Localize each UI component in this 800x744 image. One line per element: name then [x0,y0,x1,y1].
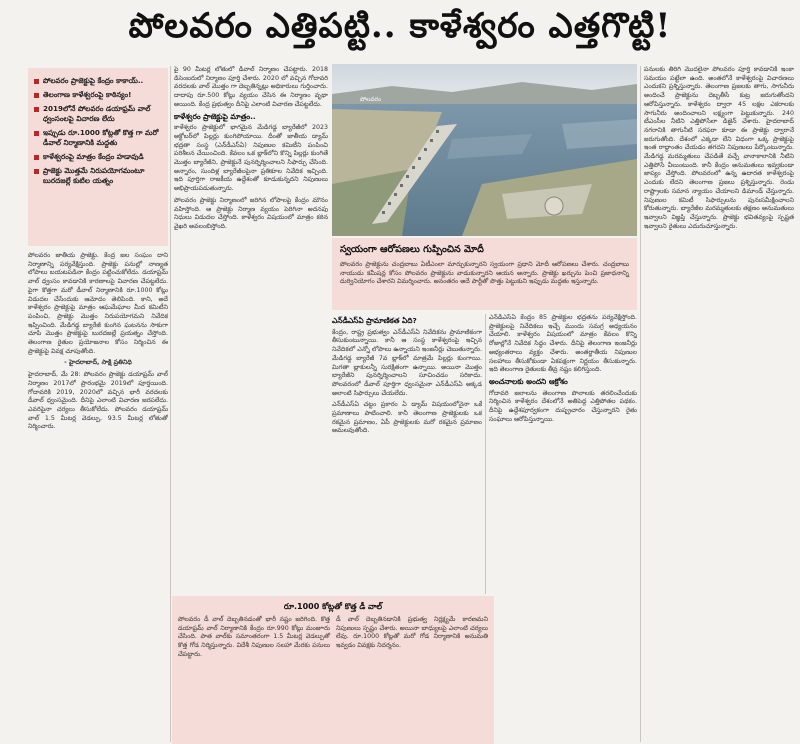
byline: - హైదరాబాద్, సాక్షి ప్రతినిధి [64,359,132,367]
column-6 [644,66,794,742]
dwall-box-right: డీ వాల్ దెబ్బతినడానికి ప్రభుత్వ నిర్లక్ష్యమే కారణమని నిపుణులు స్పష్టం చేశారు. అయినా బాధ్యులపై ఎలాంటి చర్యలు లేవు. రూ.1000 కోట్లతో మరో గోడ నిర్మాణానికి అనుమతి ఇవ్వడం వివక్షకు నిదర్శనం. [336,616,488,650]
highlight-item: కాళేశ్వరంపై మాత్రం కేంద్రం హడావుడి [34,152,162,162]
column-divider [485,314,486,594]
caption-text: పోలవరం ప్రాజెక్టును చంద్రబాబు ఏటీఎంలా మార్చుకున్నారని స్వయంగా ప్రధాని మోదీ ఆరోపణలు చేశారు. చంద్రబాబు నాయుడు కమీషన్ల కోసం పోలవరం ప్రాజెక్టును వాడుకున్నారని ఆయన అన్నారు. ప్రాజెక్టు ఖర్చును పెంచి ప్రజాధనాన్ని దుర్వినియోగం చేశారని విమర్శించారు. అనంతరం అదే పార్టీతో పొత్తు పెట్టుకుని ఇప్పుడు మద్దతు ఇస్తున్నారు. [340,261,629,286]
column-4-body: కేంద్రం, రాష్ట్ర ప్రభుత్వం ఎన్‌డీఎస్‌ఏ నివేదికను ప్రామాణికంగా తీసుకుంటున్నాయి. కానీ ఆ సంస్థ కాళేశ్వరంపై ఇచ్చిన నివేదికలో ఎన్నో లోపాలు ఉన్నాయని ఇంజనీర్లు చెబుతున్నారు. మేడిగడ్డ బ్యారేజీ 7వ బ్లాక్‌లో మాత్రమే పిల్లర్లు కుంగాయి. మిగతా బ్లాకులన్నీ సురక్షితంగా ఉన్నాయి. అయినా మొత్తం బ్యారేజీని పునర్నిర్మించాలని సూచించడం సరికాదు. పోలవరంలో డీవాల్ పూర్తిగా ధ్వంసమైనా ఎన్‌డీఎస్‌ఏ అక్కడ అలాంటి సిఫార్సులు చేయలేదు. [332,328,482,397]
column-6-body: పనులకు తిరిగి మొదలైనా పోలవరం పూర్తి కావడానికి ఇంకా సమయం పట్టేలా ఉంది. అంతలోనే కాళేశ్వరంపై విచారణలు ఎందుకని ప్రశ్నిస్తున్నారు. తెలంగాణ ప్రజలకు తాగు, సాగునీరు అందించే ప్రాజెక్టును దెబ్బతీసే కుట్ర జరుగుతోందని ఆరోపిస్తున్నారు. కాళేశ్వరం ద్వారా 45 లక్షల ఎకరాలకు సాగునీరు అందించాలని లక్ష్యంగా పెట్టుకున్నారు. 240 టీఎంసీల నీటిని ఎత్తిపోసేలా డిజైన్ చేశారు. హైదరాబాద్ నగరానికి తాగునీటి సరఫరా కూడా ఈ ప్రాజెక్టు ద్వారానే జరుగుతోంది. దేశంలో ఎక్కడా లేని విధంగా ఒక్క ప్రాజెక్టుపై ఇంత రాద్ధాంతం చేయడం తగదని నిపుణులు పేర్కొంటున్నారు. మేడిగడ్డ మరమ్మతులు చేపడితే వచ్చే వానాకాలానికి నీటిని ఎత్తిపోసే వీలుంటుంది. కానీ కేంద్రం అనుమతులు ఇవ్వకుండా జాప్యం చేస్తోంది. పోలవరంలో ఉన్న ఉదారత కాళేశ్వరంపై ఎందుకు లేదని తెలంగాణ ప్రజలు ప్రశ్నిస్తున్నారు. రెండు రాష్ట్రాలకు సమాన న్యాయం చేయాలని డిమాండ్ చేస్తున్నారు. నిపుణుల కమిటీ సిఫార్సులను పునఃసమీక్షించాలని కోరుతున్నారు. బ్యారేజీల మరమ్మతులకు తక్షణం అనుమతులు ఇవ్వాలని విజ్ఞప్తి చేస్తున్నారు. ప్రాజెక్టు భవితవ్యంపై స్పష్టత ఇవ్వాలని రైతులు ఎదురుచూస్తున్నారు. [644,66,794,230]
column-4-head: ఎన్‌డీఎస్‌ఏ ప్రామాణికత ఏది? [332,316,417,325]
column-2-body2: కాళేశ్వరం ప్రాజెక్టులో భాగమైన మేడిగడ్డ బ్యారేజీలో 2023 అక్టోబర్‌లో పిల్లర్లు కుంగిపోయాయి. దీంతో జాతీయ డ్యామ్ భద్రతా సంస్థ (ఎన్‌డీఎస్‌ఏ) నిపుణుల కమిటీని పంపించి పరిశీలన చేయించింది. కేవలం ఒక బ్లాక్‌లోని కొన్ని పిల్లర్లు కుంగితే మొత్తం బ్యారేజీని, ప్రాజెక్టునే పునర్నిర్మించాలని సిఫార్సు చేసింది. అన్నారం, సుందిళ్ల బ్యారేజీలపైనా ప్రతికూల నివేదిక ఇచ్చింది. ఇది పూర్తిగా రాజకీయ ఉద్దేశంతో కూడుకున్నదని నిపుణులు అభిప్రాయపడుతున్నారు. [174,124,328,193]
column-2-body: పై 90 మీటర్ల లోతులో డీవాల్ నిర్మాణం చేపట్టారు. 2018 డిసెంబరులో నిర్మాణం పూర్తి చేశారు. 2020 లో వచ్చిన గోదావరి వరదలకు వాల్ మొత్తం గా దెబ్బతిన్నట్లు అధికారులు గుర్తించారు. దాదాపు రూ.500 కోట్లు వ్యయం చేసిన ఈ నిర్మాణం వృథా అయింది. కేంద్ర ప్రభుత్వం దీనిపై ఎలాంటి విచారణ చేపట్టలేదు. [174,66,328,108]
dwall-box-title: రూ.1000 కోట్లతో కొత్త డీ వాల్ [283,602,383,611]
column-5-body2: గోదావరి జలాలను తెలంగాణ పొలాలకు తరలించేందుకు నిర్మించిన కాళేశ్వరం దేశంలోనే అతిపెద్ద ఎత్తిపోతల పథకం. దీనిపై ఉద్దేశపూర్వకంగా దుష్ప్రచారం చేస్తున్నారని రైతు సంఘాలు ఆరోపిస్తున్నాయి. [489,389,637,423]
column-divider [640,66,641,742]
headline: పోలవరం ఎత్తిపట్టి.. కాళేశ్వరం ఎత్తగొట్టి! [128,6,672,46]
column-1 [28,252,168,738]
caption-title: స్వయంగా ఆరోపణలు గుప్పించిన మోదీ [340,244,484,255]
caption-box [332,238,637,310]
highlight-item: ప్రాజెక్టు మొత్తమే నిరుపయోగమంటూ బురదజల్లే కుటిల యత్నం [34,166,162,186]
photo-label: పోలవరం [360,96,382,103]
column-4 [332,314,482,594]
column-divider [170,66,171,742]
column-1-more: హైదరాబాద్, మే 28: పోలవరం ప్రాజెక్టు డయాఫ్రమ్ వాల్ నిర్మాణం 2017లో ప్రారంభమై 2019లో పూర్తయింది. గోదావరికి 2019, 2020లో వచ్చిన భారీ వరదలకు డీవాల్ ధ్వంసమైంది. దీనిపై ఎలాంటి విచారణ జరపలేదు. ఎవరిపైనా చర్యలు తీసుకోలేదు. పోలవరం డయాఫ్రమ్ వాల్ 1.5 మీటర్ల వెడల్పు, 93.5 మీటర్ల లోతుతో నిర్మించారు. [28,371,168,431]
column-2-subhead: కాళేశ్వరం ప్రాజెక్టుపై మాత్రం.. [174,111,256,121]
dwall-box-left: పోలవరం డీ వాల్ దెబ్బతినడంతో భారీ నష్టం జరిగింది. కొత్త డయాఫ్రమ్ వాల్ నిర్మాణానికి కేంద్రం రూ.990 కోట్లు మంజూరు చేసింది. పాత వాల్‌కు సమాంతరంగా 1.5 మీటర్ల వెడల్పుతో కొత్త గోడ నిర్మిస్తున్నారు. విదేశీ నిపుణుల సలహా మేరకు పనులు చేపట్టారు. [178,616,330,658]
dam-photo [332,64,637,236]
column-2 [174,66,328,590]
highlight-item: 2019లోనే పోలవరం డయాఫ్రమ్‌ వాల్ ధ్వంసంలపై విచారణ లేదు [34,104,162,124]
column-5 [489,314,637,742]
highlights-box [28,68,168,246]
dwall-box [172,596,494,744]
column-4-body2: ఎన్‌డీఎస్‌ఏ చట్టం ప్రకారం ఏ డ్యామ్ విషయంలోనైనా ఒకే ప్రమాణాలు పాటించాలి. కానీ తెలంగాణ ప్రాజెక్టులకు ఒక రకమైన ప్రమాణం, ఏపీ ప్రాజెక్టులకు మరో రకమైన ప్రమాణం అమలవుతోంది. [332,401,482,435]
highlight-item: పోలవరం ప్రాజెక్టుపై కేంద్రం కాకాయ్‌.. [34,76,162,86]
column-5-subhead: అంచనాలకు అందని ఆక్రోశం [489,376,568,386]
column-5-body: ఎన్‌డీఎస్‌ఏ కేంద్రం 85 ప్రాజెక్టుల భద్రతను పర్యవేక్షిస్తోంది. ప్రాజెక్టులపై నివేదికలు ఇచ్చే ముందు సమగ్ర అధ్యయనం చేయాలి. కాళేశ్వరం విషయంలో మాత్రం కేవలం కొన్ని రోజుల్లోనే నివేదిక సిద్ధం చేశారు. దీనిపై తెలంగాణ ఇంజనీర్లు అభ్యంతరాలు వ్యక్తం చేశారు. అంతర్జాతీయ నిపుణుల సలహాలు తీసుకోకుండా ఏకపక్షంగా నిర్ణయం తీసుకున్నారు. ఇది తెలంగాణ రైతులకు తీవ్ర నష్టం కలిగిస్తుంది. [489,314,637,374]
highlight-item: తెలంగాణ కాళేశ్వరంపై కాఠిన్యం! [34,90,162,100]
highlight-item: ఇప్పుడు రూ.1000 కోట్లతో కొత్త గా మరో డీవాల్ నిర్మాణానికి మద్దతు [34,128,162,148]
column-1-body: పోలవరం జాతీయ ప్రాజెక్టు. కేంద్ర జల సంఘం దాని నిర్మాణాన్ని పర్యవేక్షిస్తుంది. ప్రాజెక్టు పనుల్లో నాణ్యత లోపాలు బయటపడినా కేంద్రం పట్టించుకోలేదు. డయాఫ్రమ్ వాల్ ధ్వంసం కావడానికి కారణాలపై విచారణ చేపట్టలేదు. పైగా కొత్తగా మరో డీవాల్ నిర్మాణానికి రూ.1000 కోట్లు విడుదల చేసేందుకు ఆమోదం తెలిపింది. కాని, అదే కాళేశ్వరం ప్రాజెక్టుపై మాత్రం ఆఘమేఘాల మీద కమిటీని పంపించి, ప్రాజెక్టు మొత్తం నిరుపయోగమని నివేదిక ఇప్పించింది. మేడిగడ్డ బ్యారేజీ కుంగిన ఘటనను సాకుగా చూపి మొత్తం ప్రాజెక్టుపై బురదజల్లే ప్రయత్నం చేస్తోంది. తెలంగాణ రైతుల ప్రయోజనాల కోసం నిర్మించిన ఈ ప్రాజెక్టుపై వివక్ష చూపుతోంది. [28,252,168,355]
dam-photo-illustration [332,64,637,236]
column-2-body3: పోలవరం ప్రాజెక్టు నిర్మాణంలో జరిగిన లోపాలపై కేంద్రం మౌనం వహిస్తోంది. ఆ ప్రాజెక్టు నిర్మాణ వ్యయం పెరిగినా అదనపు నిధులు విడుదల చేస్తోంది. కాళేశ్వరం విషయంలో మాత్రం కఠిన వైఖరి అవలంబిస్తోంది. [174,196,328,230]
